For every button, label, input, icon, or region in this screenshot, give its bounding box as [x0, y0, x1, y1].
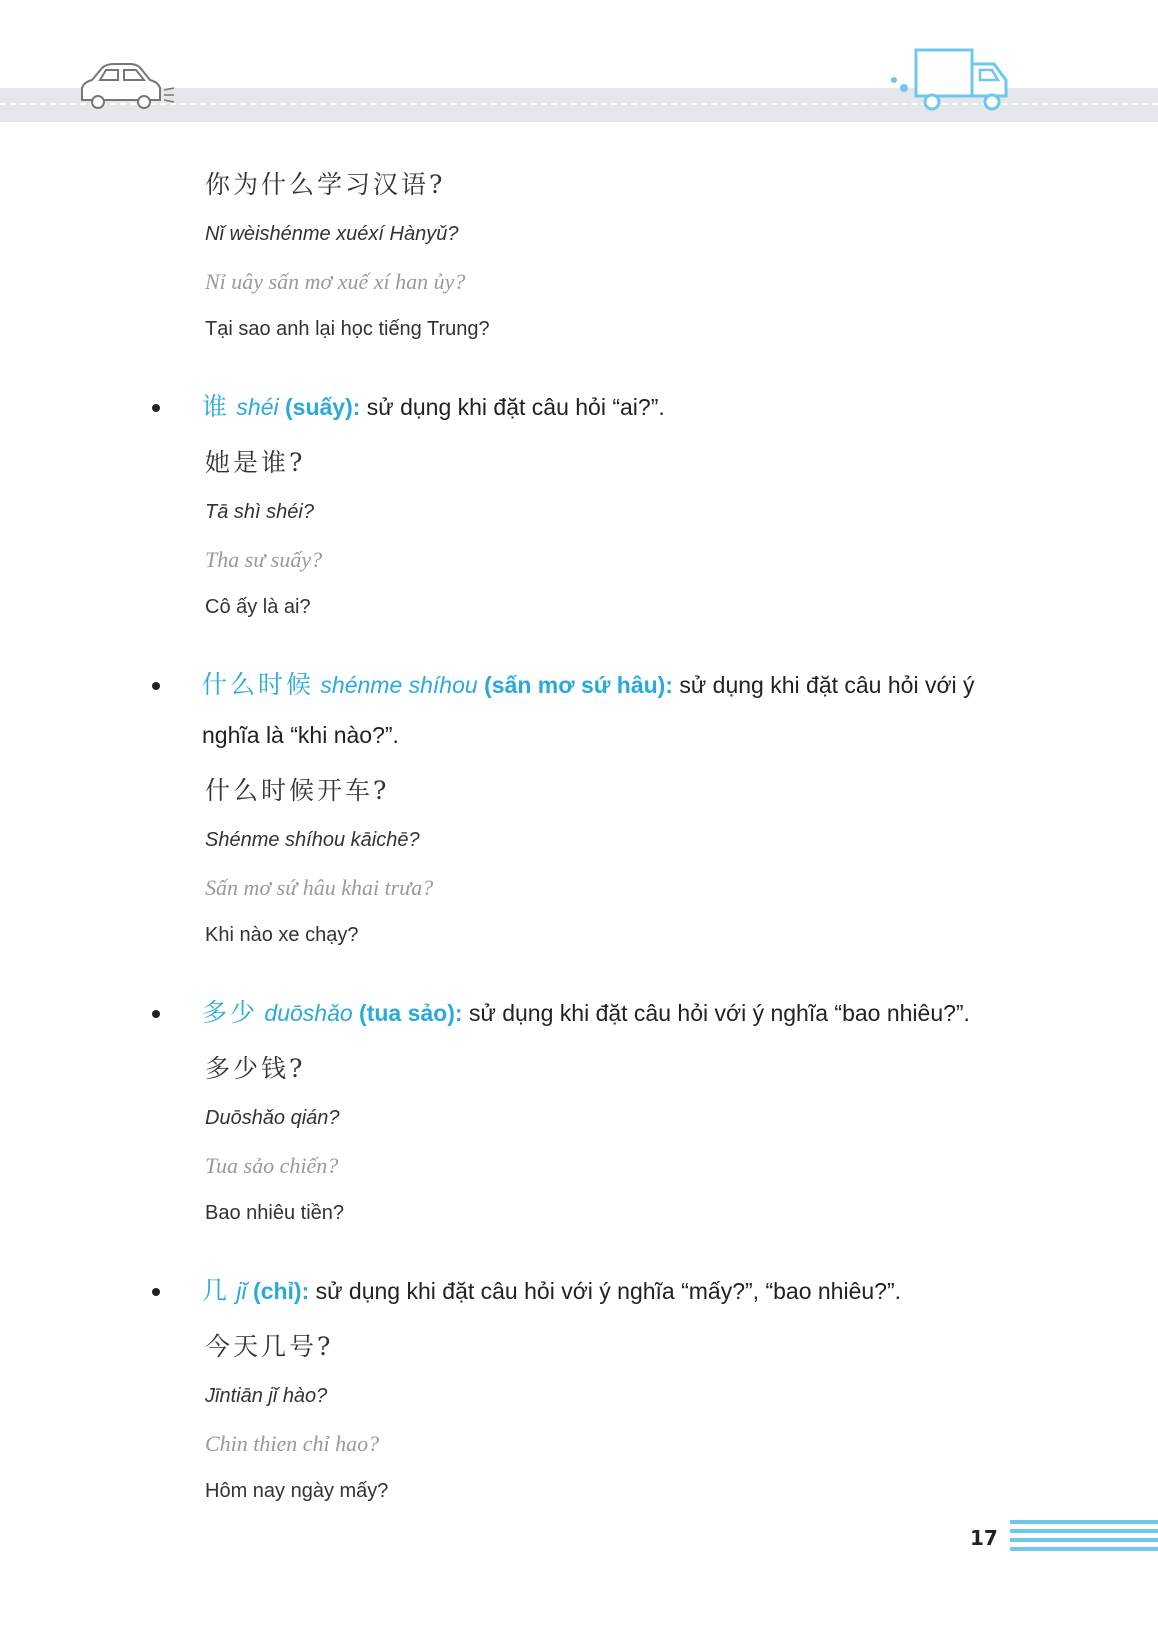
example-chinese: 今天几号? [205, 1332, 334, 1361]
page-content [150, 160, 1030, 1514]
page-number: 17 [970, 1526, 998, 1550]
example-chinese: 她是谁? [205, 448, 306, 477]
bullet-icon [152, 1010, 160, 1018]
keyword-pinyin: shénme shíhou [320, 672, 478, 698]
keyword-phonetic: (suấy): [285, 394, 361, 420]
section-duoshao [150, 988, 1030, 1236]
section-ji [150, 1266, 1030, 1514]
example-chinese: 多少钱? [205, 1054, 306, 1083]
bullet-icon [152, 682, 160, 690]
keyword-chinese: 多少 [202, 998, 259, 1027]
section-heading [150, 1266, 1030, 1316]
example-translation: Tại sao anh lại học tiếng Trung? [205, 318, 490, 340]
example-pinyin: Duōshǎo qián? [205, 1107, 340, 1129]
keyword-chinese: 几 [202, 1276, 231, 1305]
section-heading [150, 660, 1030, 760]
keyword-description: sử dụng khi đặt câu hỏi với ý nghĩa là “khi nào?”. [202, 672, 975, 748]
example-pinyin: Tā shì shéi? [205, 501, 314, 523]
keyword-phonetic: (sấn mơ sứ hâu): [484, 672, 673, 698]
keyword-chinese: 什么时候 [202, 670, 315, 699]
example-block-1 [205, 160, 1030, 352]
example-phonetic: Tha sư suấy? [205, 547, 323, 572]
keyword-description: sử dụng khi đặt câu hỏi với ý nghĩa “bao nhiêu?”. [468, 1000, 970, 1026]
example-phonetic: Nỉ uây sấn mơ xuế xí han ủy? [205, 269, 466, 294]
section-heading [150, 988, 1030, 1038]
example-phonetic: Chin thien chỉ hao? [205, 1431, 380, 1456]
keyword-phonetic: (tua sảo): [359, 1000, 463, 1026]
example-pinyin: Jīntiān jǐ hào? [205, 1385, 328, 1407]
car-icon [78, 62, 178, 112]
truck-icon [888, 46, 1012, 116]
example-translation: Cô ấy là ai? [205, 596, 311, 618]
example-chinese: 你为什么学习汉语? [205, 170, 446, 199]
bullet-icon [152, 404, 160, 412]
example-chinese: 什么时候开车? [205, 776, 390, 805]
example-translation: Hôm nay ngày mấy? [205, 1480, 389, 1502]
example-translation: Khi nào xe chạy? [205, 924, 359, 946]
example-phonetic: Sấn mơ sứ hâu khai trưa? [205, 875, 434, 900]
keyword-description: sử dụng khi đặt câu hỏi với ý nghĩa “mấy?”, “bao nhiêu?”. [315, 1278, 901, 1304]
example-pinyin: Nǐ wèishénme xuéxí Hànyǔ? [205, 223, 459, 245]
keyword-pinyin: jǐ [236, 1278, 247, 1304]
example-pinyin: Shénme shíhou kāichē? [205, 829, 420, 851]
example-phonetic: Tua sảo chiến? [205, 1153, 339, 1178]
bullet-icon [152, 1288, 160, 1296]
section-shei [150, 382, 1030, 630]
page-number-stripes [1010, 1520, 1158, 1556]
keyword-phonetic: (chỉ): [253, 1278, 310, 1304]
section-heading [150, 382, 1030, 432]
keyword-chinese: 谁 [202, 392, 231, 421]
keyword-pinyin: shéi [236, 394, 279, 420]
keyword-description: sử dụng khi đặt câu hỏi “ai?”. [366, 394, 665, 420]
example-translation: Bao nhiêu tiền? [205, 1202, 345, 1224]
keyword-pinyin: duōshǎo [264, 1000, 353, 1026]
section-shenme-shihou [150, 660, 1030, 958]
